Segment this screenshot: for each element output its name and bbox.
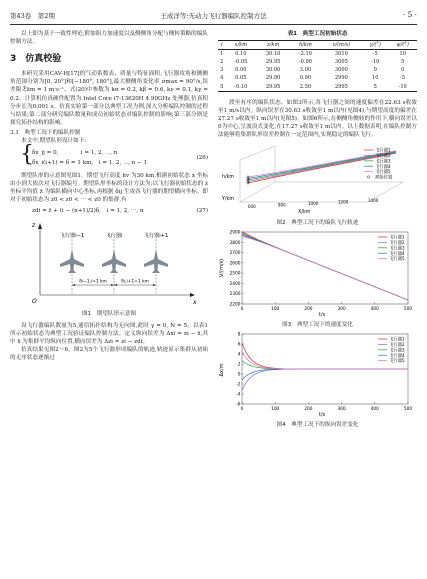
tick-label: 1400	[368, 198, 379, 204]
table-header-cell: h/km	[290, 41, 321, 50]
figure-3-caption: 图3 典型工况下的速度变化	[282, 322, 353, 329]
tick-label: 300	[337, 407, 346, 413]
paragraph-design: 期望队形的示意图见图1。期望飞行高度 hv 为30 km,根据初始状态 x 坐标由小到大依次对飞行器编号。期望队形坐标的设计方法为:以飞行器初始状态的 z 坐标平均值 z̄ 为编队横向中心坐标,再根据 δij 生成各飞行器的期望横向坐标。即对于初始状态为 z0 < z0 < ⋯ < z0 的集群,有	[10, 173, 208, 204]
trajectory-line	[248, 151, 396, 177]
tick-label: 6	[237, 342, 241, 348]
table-cell: 29.95	[265, 59, 281, 66]
table-cell: 5	[401, 59, 405, 66]
table-cell: 0.00	[235, 67, 247, 74]
table-row	[218, 74, 417, 82]
axis-y-label: Y/km	[222, 197, 234, 203]
axis-x-label: X/km	[298, 210, 311, 216]
paragraph-analysis: 渡至有序的编队状态。如图3所示,各飞行器之间的速度偏差在22.63 s收敛至1 m/s以内。纵向误差在30.63 s收敛至1 m以内(见图4),与期望高度的偏差在27.27 s收敛至1 m以内(见图5)。如图6所示,在侧侧角侧转的作用下,横向误差以0为中心,呈波浪式变化,在17.27 s收敛至1 m以内。以上数据表明,在编队控制方法能够将集群队形误差控制在一定范围内,实现稳定的编队飞行。	[218, 99, 417, 139]
tick-label: 500	[403, 407, 413, 413]
legend-label: 飞行器5	[389, 257, 405, 263]
legend-label: 飞行器2	[389, 343, 405, 349]
table-header-cell: i	[218, 41, 226, 50]
tick-label: 100	[271, 307, 280, 313]
legend-label: 飞行器5	[389, 359, 405, 365]
tick-label: 2900	[229, 230, 241, 236]
table-row	[218, 83, 417, 92]
table-cell: 3010	[334, 51, 348, 58]
legend-label: 飞行器3	[375, 159, 391, 165]
equation-brace: {	[20, 142, 34, 168]
tick-label: 400	[370, 407, 379, 413]
table-cell: 3.00	[299, 67, 312, 74]
table-row	[218, 58, 417, 66]
running-title: 王成洋等:无动力飞行器编队控制方法	[160, 12, 267, 20]
tick-label: 4	[237, 352, 241, 358]
table-header-cell: x/km	[226, 41, 257, 50]
subsection-title: 3.1 典型工况下的编队控制	[10, 129, 81, 136]
tick-label: 0	[240, 407, 244, 413]
table-cell: 0.05	[235, 75, 247, 82]
equation-line: δx_i(i+1) = δ = 1 km, i = 1, 2, ⋯, n − 1	[32, 160, 148, 167]
equation-number: (27)	[196, 207, 208, 214]
origin-label: O	[32, 297, 37, 305]
tick-label: 1000	[308, 201, 319, 207]
equation-26	[10, 142, 208, 172]
axis-y-label: V/(m/s)	[219, 259, 225, 278]
aircraft-icon	[60, 249, 84, 273]
table-1	[218, 40, 417, 92]
table-cell: 5	[218, 83, 226, 92]
tick-label: 2700	[229, 251, 241, 257]
right-column	[218, 30, 417, 428]
tick-label: 200	[304, 307, 313, 313]
figure-1-caption: 图1 期望队形示意图	[82, 310, 136, 317]
axis-x-label: x	[193, 298, 197, 306]
tick-label: 200	[304, 407, 313, 413]
aircraft-icon	[144, 249, 168, 273]
table-cell: -10	[371, 59, 380, 66]
legend-label: 飞行器2	[389, 241, 405, 247]
axis-x-label: t/s	[318, 412, 326, 419]
tick-label: -4	[236, 392, 241, 398]
table-cell: 2.50	[290, 83, 321, 92]
tick-label: 2300	[229, 292, 241, 298]
tick-label: 2800	[229, 240, 241, 246]
trajectory-line	[248, 152, 396, 179]
axis-x-label: t/s	[318, 312, 326, 319]
table-cell: 29.90	[265, 75, 281, 82]
tick-label: 800	[278, 202, 286, 208]
trajectory-plot	[218, 142, 417, 216]
tick-label: 1200	[338, 199, 349, 205]
trajectory-line	[248, 152, 396, 180]
figure-2	[218, 142, 417, 226]
intro-paragraph: 以上即为基于一致性理论,附加阻力加速度以及侧侧角分配与侧转策略的编队控制方法。	[10, 31, 208, 46]
table-cell: -5	[372, 51, 378, 58]
tick-label: 0	[240, 307, 244, 313]
formation-diagram	[10, 219, 208, 307]
table-cell: 2995	[321, 83, 362, 92]
equation-text: zdi = z̄ + (i − (n+1)/2)δ, i = 1, 2, ⋯, n	[32, 207, 144, 214]
legend-label: 飞行器2	[375, 154, 391, 160]
table-row	[218, 50, 417, 59]
table-cell: 0	[401, 67, 405, 74]
spacing-label: δi,i+1=1 km	[121, 279, 149, 284]
velocity-plot	[218, 228, 417, 318]
equation-line: δx_ij = 0, i = 1, 2, ⋯, n	[32, 150, 118, 157]
table-row	[218, 66, 417, 74]
legend-label: 飞行器3	[389, 246, 405, 252]
figure-4-caption: 图4 典型工况下的纵向误差变化	[276, 422, 359, 429]
legend-label: 飞行器3	[389, 348, 405, 354]
legend-label: 飞行器4	[389, 251, 405, 257]
table-cell: -5	[400, 75, 406, 82]
table-cell: -0.90	[298, 59, 312, 66]
legend-label: 飞行器5	[375, 170, 391, 176]
table-cell: 10	[399, 51, 406, 58]
table-cell: 10	[371, 75, 379, 82]
table-cell: 30.10	[265, 51, 281, 58]
table-cell: -2.10	[298, 51, 312, 58]
trajectory-line	[248, 153, 396, 183]
table-cell: 3000	[334, 67, 348, 74]
equation-number: (26)	[196, 155, 208, 162]
table-cell: 30.00	[265, 67, 281, 74]
tick-label: 600	[248, 204, 256, 210]
table-cell: 3	[220, 67, 224, 74]
tick-label: 8	[237, 332, 241, 338]
table-cell: 0.90	[299, 75, 312, 82]
equation-27	[10, 207, 208, 216]
table-1-title: 表1 典型工况初始状态	[287, 31, 348, 37]
legend-label: 初始位置	[375, 175, 393, 181]
legend-label: 飞行器1	[389, 337, 405, 343]
left-column	[10, 30, 208, 362]
figure-4	[218, 330, 417, 428]
tick-label: 300	[337, 307, 346, 313]
tick-label: 2500	[229, 271, 241, 277]
longitudinal-error-plot	[218, 330, 417, 418]
table-cell: 2990	[334, 75, 348, 82]
figure-2-caption: 图2 典型工况下的编队飞行轨迹	[276, 220, 359, 227]
paragraph-results: 仿真结果见图2～6。图2为5个飞行器形成编队的轨迹,轨迹显示集群从初始的无序状态逐渐过	[10, 346, 208, 361]
tick-label: 500	[403, 307, 413, 313]
journal-volume: 第43卷 第2期	[10, 12, 55, 20]
tick-label: -2	[236, 382, 241, 388]
table-header-cell: γ/(°)	[362, 41, 388, 50]
tick-label: 2	[237, 362, 241, 368]
tick-label: 100	[271, 407, 280, 413]
axis-z-label: z	[32, 221, 36, 229]
table-cell: -10	[388, 83, 417, 92]
table-cell: 29.95	[256, 83, 290, 92]
table-header-cell: z/km	[256, 41, 290, 50]
table-cell: 2	[220, 59, 224, 66]
table-cell: 1	[220, 51, 224, 58]
paragraph-formation: 本文中,期望队形设计如下:	[21, 138, 87, 145]
aircraft-icon	[102, 249, 126, 273]
paragraph-conditions: 设飞行器编队数量为5,通信拓扑结构为无向图,此时 γ = 0, N = 5。以表1所示初始状态为典型工况验证编队控制方法。定义纵向误差为 Δxi = xi − x̄,其中 x̄ 为集群平均纵向位置,横向误差为 Δzi = zi − zdi。	[10, 322, 208, 345]
tick-label: 400	[370, 307, 379, 313]
legend-label: 飞行器1	[375, 148, 391, 154]
table-cell: -0.10	[226, 83, 257, 92]
tick-label: 0	[237, 372, 241, 378]
table-header-cell: v/(m/s)	[321, 41, 362, 50]
aircraft-label: 飞行器i+1	[143, 232, 169, 239]
aircraft-label: 飞行器i−1	[59, 232, 85, 239]
table-cell: 0.10	[235, 51, 247, 58]
legend-label: 飞行器1	[389, 235, 405, 241]
table-cell: 5	[362, 83, 388, 92]
table-cell: 0	[373, 67, 377, 74]
table-cell: 3005	[334, 59, 348, 66]
tick-label: 2400	[229, 282, 241, 288]
table-header-row	[218, 41, 417, 50]
figure-3	[218, 228, 417, 328]
table-cell: -0.05	[234, 59, 248, 66]
table-header-cell: ψ/(°)	[388, 41, 417, 50]
table-cell: 4	[220, 75, 224, 82]
aircraft-label: 飞行器i	[105, 232, 123, 239]
spacing-label: δi−1,i=1 km	[79, 279, 107, 284]
section-title: 3 仿真校验	[10, 54, 62, 65]
legend-label: 飞行器4	[389, 353, 405, 359]
paragraph-setup: 本研究采用CAV-H[17]的气动系数表、质量与特征面积,飞行器攻角和侧侧角范围分别为[0, 20°]和[−180°, 180°],最大侧侧角变化率 σ̇max = 90°/s,误差限 ξlim = 1 m·s⁻¹。式(20)中参数为 kα = 0.2, kβ = 0.6, kν = 0.1, kγ = 0.2。计算机仿真硬件配置为 Intel Core i7-13620H 4.90GHz 处理器,仿真积分步长为0.001 s。仿真实验第一部分以典型工况为例,深入分析编队控制的过程与结果;第二部分研究编队数量和成员初始状态对编队控制的影响;第三部分则是探究拓扑结构的影响。	[10, 71, 208, 126]
tick-label: 2200	[229, 302, 241, 308]
figure-1	[10, 219, 208, 317]
axis-z-label: h/km	[222, 175, 235, 181]
page-number: · 5 ·	[402, 10, 417, 19]
legend-label: 飞行器4	[375, 164, 391, 170]
tick-label: -6	[236, 402, 241, 408]
axis-y-label: Δx/m	[219, 363, 225, 377]
tick-label: 2600	[229, 261, 241, 267]
trajectory-line	[248, 153, 396, 182]
page-header	[10, 8, 417, 25]
legend-marker	[367, 176, 369, 178]
